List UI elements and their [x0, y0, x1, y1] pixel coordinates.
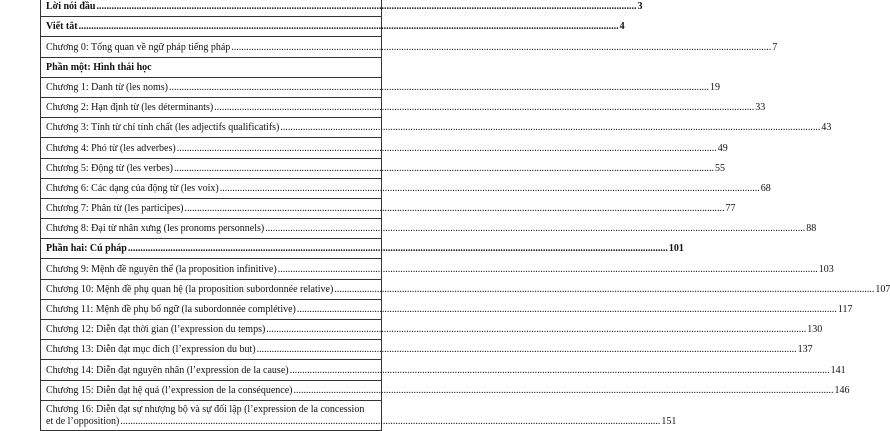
toc-entry-title: Chương 15: Diễn đạt hệ quả (l’expression de la conséquence) [46, 384, 293, 396]
toc-page-number: 103 [818, 263, 834, 275]
toc-page-number: 137 [797, 344, 813, 356]
toc-leader-dots [278, 264, 818, 276]
toc-leader-dots [231, 42, 771, 54]
toc-page-number: 117 [837, 304, 853, 315]
toc-page-number: 68 [760, 182, 771, 194]
toc-page-number: 4 [619, 21, 625, 33]
toc-page-number: 43 [821, 122, 832, 134]
toc-page-number: 33 [755, 102, 766, 114]
toc-entry-title: Chương 6: Các dạng của động từ (les voix) [46, 182, 219, 194]
toc-entry-title-line1: Chương 16: Diễn đạt sự nhượng bộ và sự đối lập (l’expression de la concession [46, 403, 365, 415]
toc-entry-title: Chương 8: Đại từ nhân xưng (les pronoms personnels) [46, 223, 265, 235]
toc-entry-title: Chương 1: Danh từ (les noms) [46, 81, 168, 93]
toc-leader-dots [185, 203, 725, 215]
toc-leader-dots [334, 284, 874, 296]
toc-entry-title: Viết tắt [46, 21, 78, 33]
toc-entry-title: Chương 9: Mệnh đề nguyên thể (la proposition infinitive) [46, 263, 277, 275]
toc-page-number: 19 [709, 81, 720, 93]
toc-row [41, 199, 736, 219]
toc-leader-dots [293, 385, 833, 397]
toc-row [41, 280, 890, 300]
toc-page-number: 101 [668, 243, 684, 255]
toc-entry-title: Phần hai: Cú pháp [46, 243, 127, 255]
toc-leader-dots [290, 365, 830, 377]
toc-row [41, 239, 684, 259]
toc-page-number: 146 [834, 384, 850, 396]
toc-row-last [41, 401, 677, 431]
toc-row [41, 118, 832, 138]
toc-leader-dots [214, 102, 754, 114]
toc-page-number: 88 [806, 223, 817, 235]
toc-row [41, 17, 625, 37]
table-of-contents [40, 0, 890, 431]
toc-entry-title: Chương 12: Diễn đạt thời gian (l’expression du temps) [46, 324, 266, 336]
toc-entry-title: Chương 11: Mệnh đề phụ bổ ngữ (la subordonnée complétive) [46, 304, 296, 315]
toc-entry-title: Chương 3: Tính từ chỉ tính chất (les adjectifs qualificatifs) [46, 122, 280, 134]
toc-row [41, 381, 850, 401]
toc-row [41, 0, 643, 17]
toc-leader-dots [174, 163, 714, 175]
toc-leader-dots [120, 416, 660, 428]
toc-entry-title: Chương 14: Diễn đạt nguyên nhân (l’expression de la cause) [46, 364, 289, 376]
toc-row [41, 340, 813, 360]
toc-entry-title: Chương 5: Động từ (les verbes) [46, 162, 173, 174]
toc-row [41, 37, 778, 57]
toc-row [41, 138, 728, 158]
toc-page-number: 107 [875, 283, 890, 295]
toc-page-number: 141 [830, 364, 846, 376]
toc-entry-title: Lời nói đầu [46, 1, 96, 13]
toc-row [41, 58, 381, 78]
toc-entry-title: Chương 0: Tổng quan về ngữ pháp tiếng pháp [46, 41, 231, 53]
toc-leader-dots [297, 304, 837, 316]
toc-row [41, 360, 846, 380]
toc-entry-title: Chương 2: Hạn định từ (les déterminants) [46, 102, 214, 114]
toc-entry-title-line2: et de l’opposition) [46, 415, 120, 427]
toc-leader-dots [220, 183, 760, 195]
toc-page-number: 130 [807, 324, 823, 336]
toc-leader-dots [280, 122, 820, 134]
toc-row [41, 78, 720, 98]
toc-leader-dots [79, 21, 619, 33]
toc-row [41, 159, 725, 179]
toc-page-number: 77 [725, 203, 736, 215]
toc-entry-title: Chương 13: Diễn đạt mục đích (l’expression du but) [46, 344, 256, 356]
toc-leader-dots [96, 1, 636, 13]
toc-leader-dots [265, 223, 805, 235]
toc-leader-dots [128, 243, 668, 255]
toc-leader-dots [266, 324, 806, 336]
toc-row [41, 300, 853, 320]
toc-entry-title: Chương 7: Phân từ (les participes) [46, 203, 184, 215]
toc-page-number: 49 [717, 142, 728, 154]
toc-page-number: 7 [772, 41, 778, 53]
toc-page-number: 151 [661, 415, 677, 427]
toc-row [41, 320, 823, 340]
toc-entry-title: Chương 10: Mệnh đề phụ quan hệ (la proposition subordonnée relative) [46, 283, 334, 295]
toc-row [41, 219, 817, 239]
toc-page-number: 3 [637, 1, 643, 13]
toc-row [41, 98, 766, 118]
toc-row [41, 179, 771, 199]
toc-leader-dots [169, 82, 709, 94]
toc-entry-title: Phần một: Hình thái học [46, 61, 152, 73]
toc-entry-title: Chương 4: Phó từ (les adverbes) [46, 142, 176, 154]
toc-row [41, 259, 834, 279]
toc-leader-dots [257, 344, 797, 356]
toc-page-number: 55 [714, 162, 725, 174]
toc-leader-dots [177, 143, 717, 155]
